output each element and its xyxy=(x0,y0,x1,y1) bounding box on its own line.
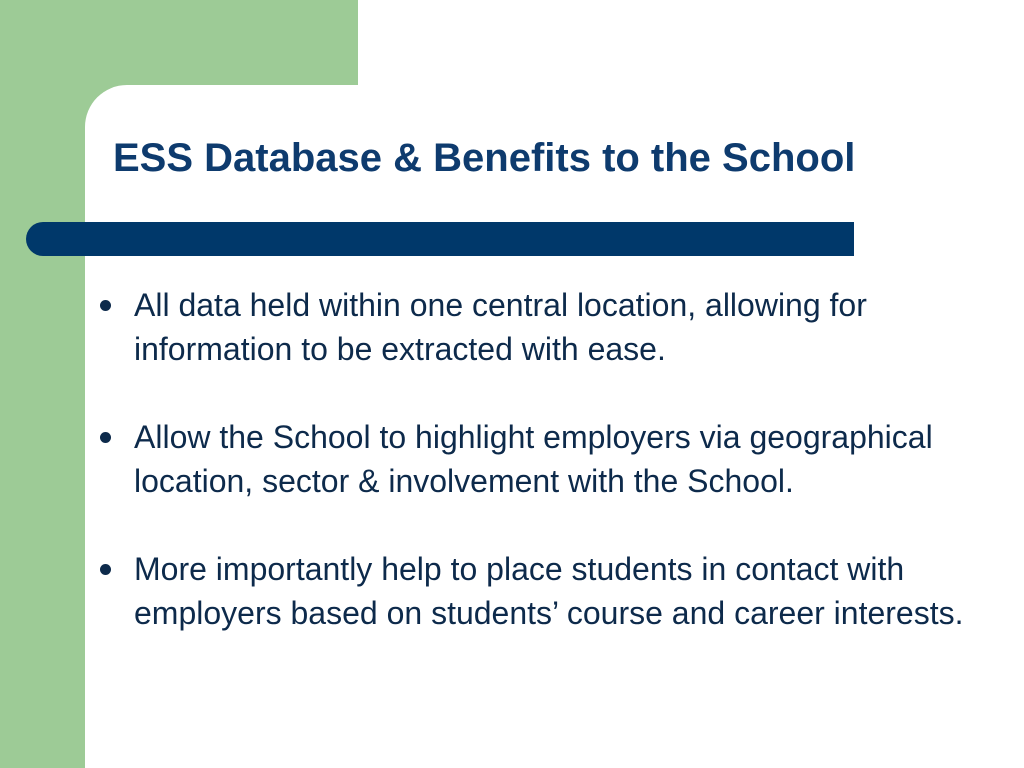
title-underline-bar xyxy=(26,222,854,256)
bullet-text: More importantly help to place students in contact with employers based on students’ course and career interests. xyxy=(134,551,964,631)
bullet-dot-icon xyxy=(100,300,111,311)
bullet-dot-icon xyxy=(100,432,111,443)
bullet-item xyxy=(100,415,1000,503)
bullet-list xyxy=(100,283,1000,679)
slide-title: ESS Database & Benefits to the School xyxy=(113,136,856,180)
bullet-dot-icon xyxy=(100,564,111,575)
bullet-text: Allow the School to highlight employers via geographical location, sector & involvement with the School. xyxy=(134,419,933,499)
bullet-text: All data held within one central location, allowing for information to be extracted with ease. xyxy=(134,287,867,367)
bullet-item xyxy=(100,547,1000,635)
bullet-item xyxy=(100,283,1000,371)
